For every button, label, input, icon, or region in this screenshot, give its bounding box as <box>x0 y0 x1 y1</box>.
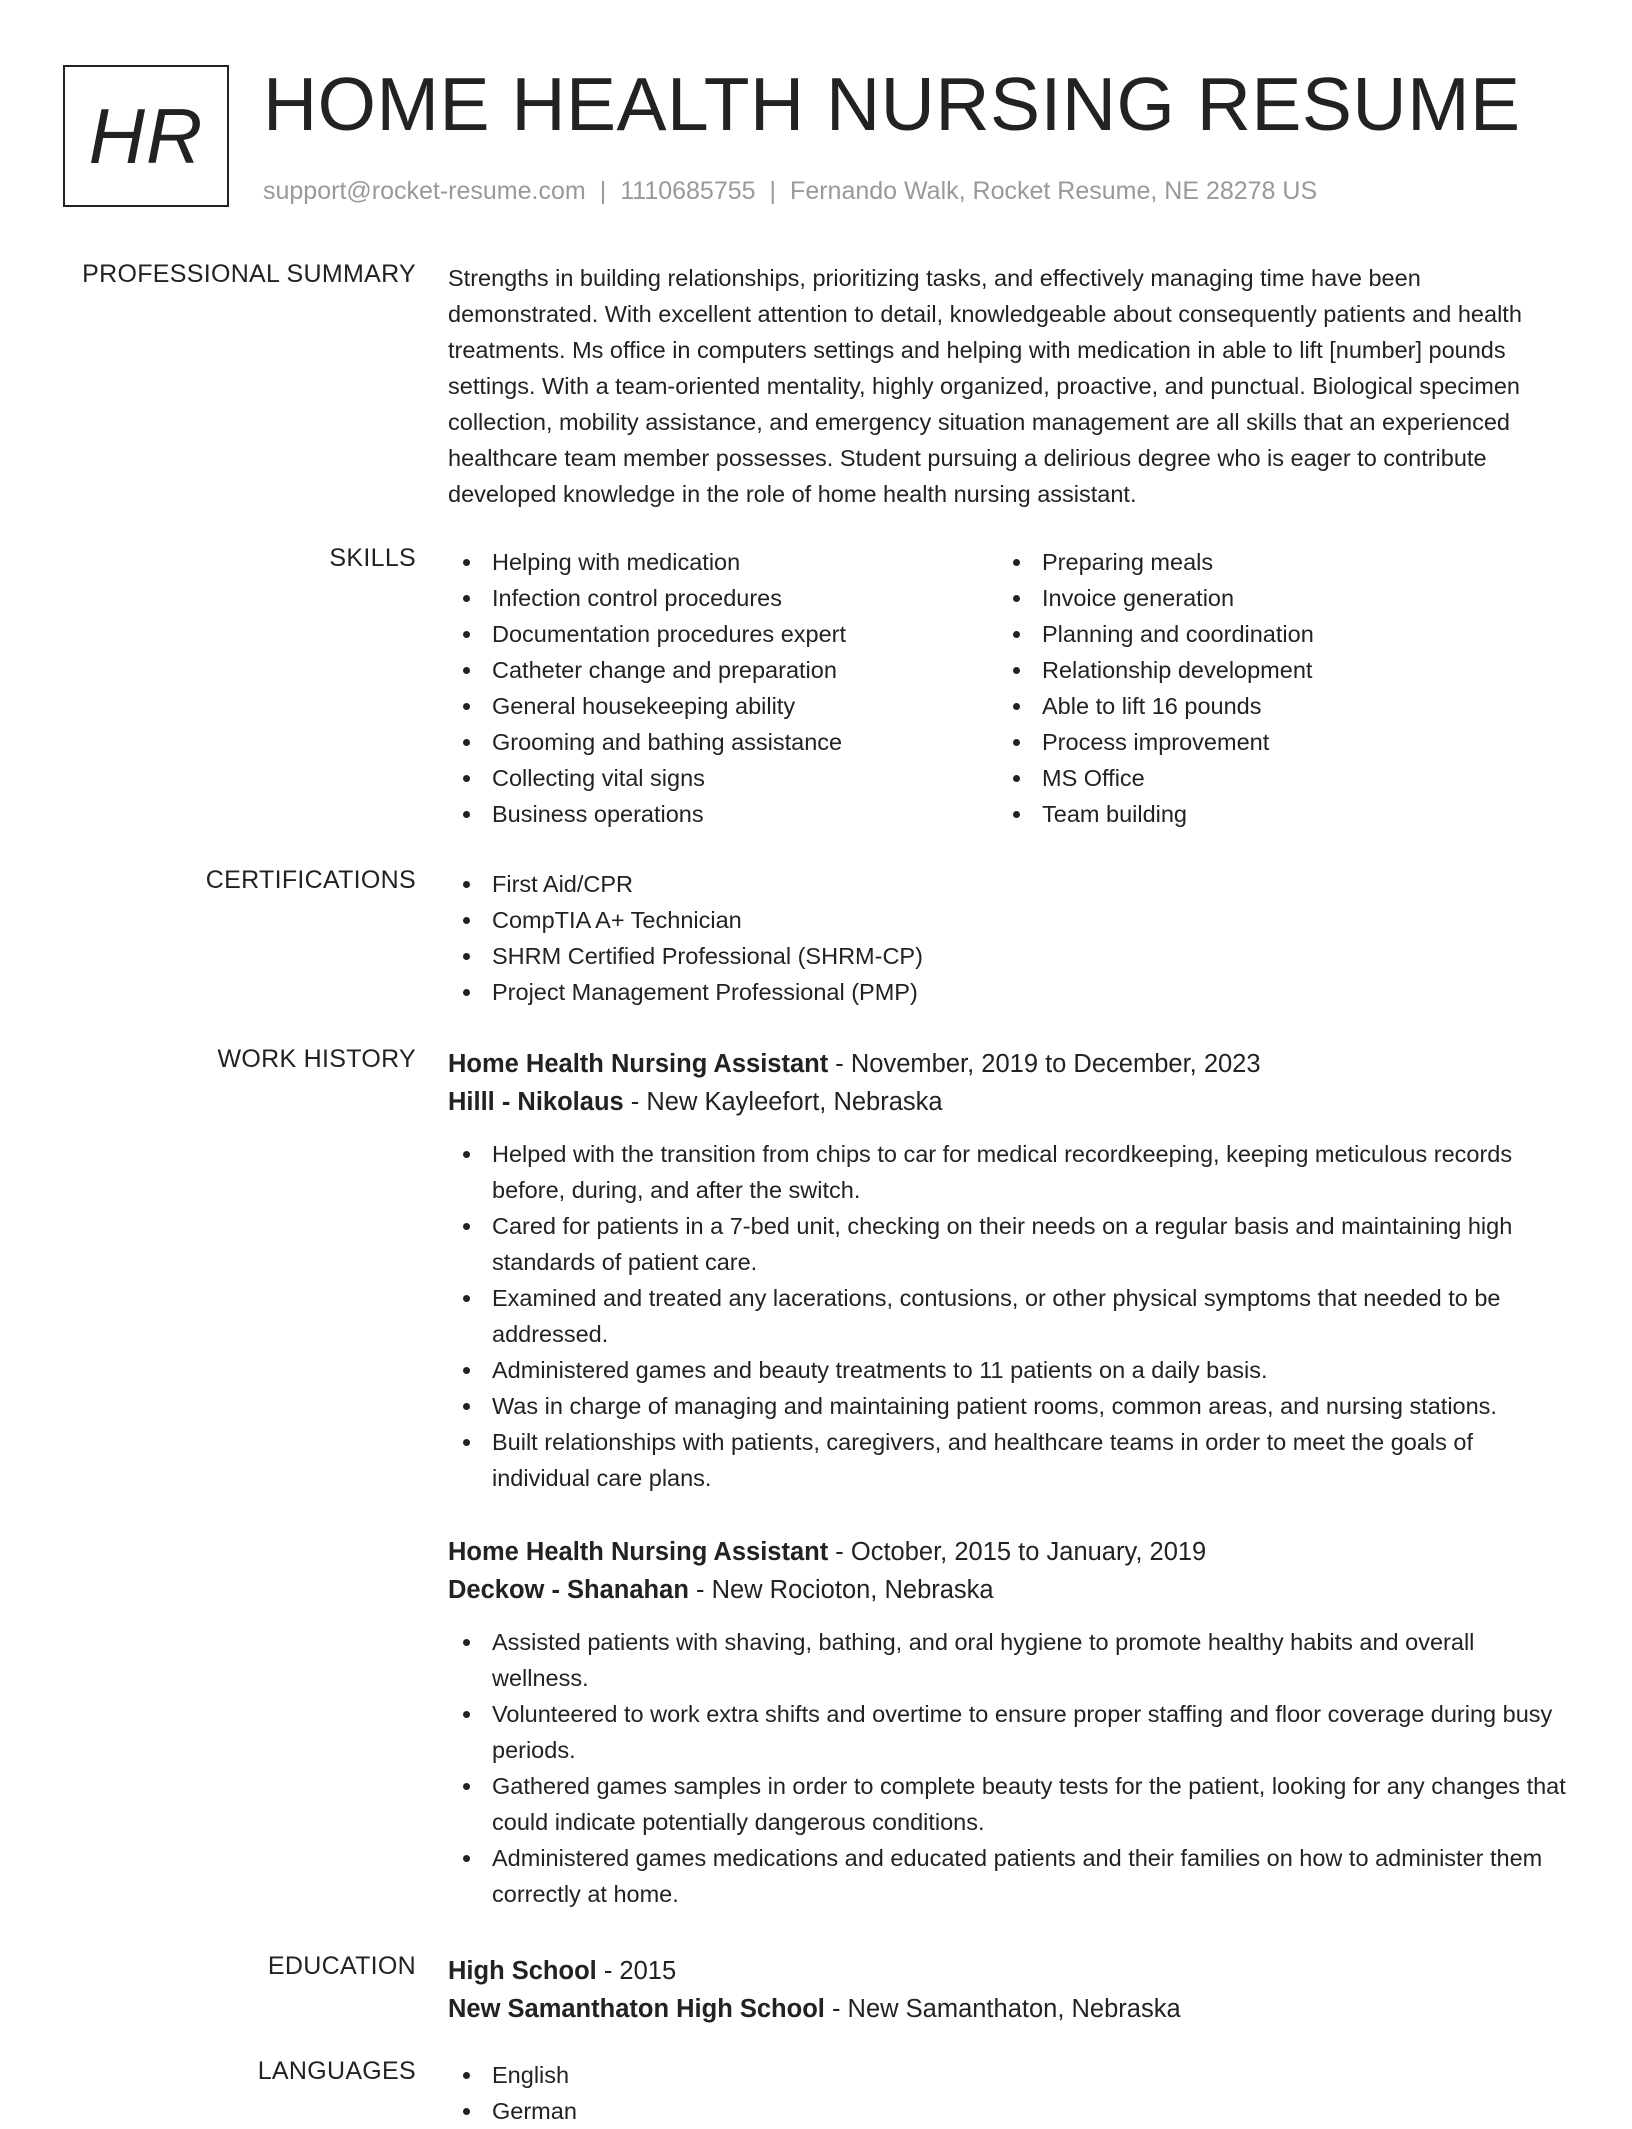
contact-line <box>263 177 1317 206</box>
job-company: Hilll - Nikolaus <box>448 1088 624 1116</box>
section-label-work: WORK HISTORY <box>217 1045 416 1073</box>
skill-item: Catheter change and preparation <box>448 652 998 688</box>
job-bullets <box>448 1624 1568 1912</box>
job-location: - New Kayleefort, Nebraska <box>623 1088 943 1116</box>
languages-list <box>448 2057 1568 2129</box>
skill-item: Infection control procedures <box>448 580 998 616</box>
contact-email: support@rocket-resume.com <box>263 177 586 205</box>
skill-item: Preparing meals <box>998 544 1548 580</box>
skill-item: Helping with medication <box>448 544 998 580</box>
skill-item: Invoice generation <box>998 580 1548 616</box>
skill-item: Documentation procedures expert <box>448 616 998 652</box>
section-label-education: EDUCATION <box>267 1952 416 1980</box>
certifications-list <box>448 866 1568 1010</box>
job-company: Deckow - Shanahan <box>448 1576 689 1604</box>
education-degree: High School <box>448 1957 597 1985</box>
section-label-summary: PROFESSIONAL SUMMARY <box>82 260 416 288</box>
education-year: - 2015 <box>596 1957 677 1985</box>
education-location: - New Samanthaton, Nebraska <box>824 1995 1181 2023</box>
skill-item: General housekeeping ability <box>448 688 998 724</box>
languages-body <box>448 2057 1568 2129</box>
job-title: Home Health Nursing Assistant <box>448 1538 829 1566</box>
job-bullets <box>448 1136 1568 1496</box>
skills-columns <box>448 544 1568 832</box>
skill-item: Process improvement <box>998 724 1548 760</box>
job-title-line <box>448 1045 1568 1083</box>
contact-separator: | <box>599 177 607 205</box>
skill-item: Relationship development <box>998 652 1548 688</box>
language-item: German <box>448 2093 1568 2129</box>
job-location: - New Rocioton, Nebraska <box>688 1576 994 1604</box>
resume-header <box>63 62 1563 210</box>
certification-item: First Aid/CPR <box>448 866 1568 902</box>
education-school-line <box>448 1990 1568 2028</box>
job-entry <box>448 1533 1568 1912</box>
job-title: Home Health Nursing Assistant <box>448 1050 829 1078</box>
job-bullet: Assisted patients with shaving, bathing, and oral hygiene to promote healthy habits and overall wellness. <box>448 1624 1568 1696</box>
education-degree-line <box>448 1952 1568 1990</box>
skill-item: Planning and coordination <box>998 616 1548 652</box>
contact-phone: 1110685755 <box>620 177 756 205</box>
job-company-line <box>448 1083 1568 1121</box>
certifications-body <box>448 866 1568 1010</box>
section-label-certifications: CERTIFICATIONS <box>205 866 416 894</box>
job-bullet: Examined and treated any lacerations, contusions, or other physical symptoms that needed to be addressed. <box>448 1280 1568 1352</box>
job-entry <box>448 1045 1568 1496</box>
job-title-line <box>448 1533 1568 1571</box>
certification-item: SHRM Certified Professional (SHRM-CP) <box>448 938 1568 974</box>
skills-list-right <box>998 544 1548 832</box>
language-item: English <box>448 2057 1568 2093</box>
skill-item: MS Office <box>998 760 1548 796</box>
skill-item: Business operations <box>448 796 998 832</box>
job-bullet: Volunteered to work extra shifts and overtime to ensure proper staffing and floor coverage during busy periods. <box>448 1696 1568 1768</box>
job-company-line <box>448 1571 1568 1609</box>
job-dates: - November, 2019 to December, 2023 <box>828 1050 1261 1078</box>
job-bullet: Gathered games samples in order to complete beauty tests for the patient, looking for any changes that could indicate potentially dangerous conditions. <box>448 1768 1568 1840</box>
job-dates: - October, 2015 to January, 2019 <box>828 1538 1207 1566</box>
monogram-logo: HR <box>63 65 229 207</box>
section-label-languages: LANGUAGES <box>257 2057 416 2085</box>
job-bullet: Was in charge of managing and maintaining patient rooms, common areas, and nursing stations. <box>448 1388 1568 1424</box>
education-school: New Samanthaton High School <box>448 1995 825 2023</box>
job-bullet: Administered games and beauty treatments to 11 patients on a daily basis. <box>448 1352 1568 1388</box>
skill-item: Grooming and bathing assistance <box>448 724 998 760</box>
skill-item: Collecting vital signs <box>448 760 998 796</box>
summary-text: Strengths in building relationships, prioritizing tasks, and effectively managing time have been demonstrated. With excellent attention to detail, knowledgeable about consequently patients and health treatments. Ms office in computers settings and helping with medication in able to lift [number] pounds settings. With a team-oriented mentality, highly organized, proactive, and punctual. Biological specimen collection, mobility assistance, and emergency situation management are all skills that an experienced healthcare team member possesses. Student pursuing a delirious degree who is eager to contribute developed knowledge in the role of home health nursing assistant. <box>448 265 1522 507</box>
education-entry <box>448 1952 1568 2028</box>
contact-address: Fernando Walk, Rocket Resume, NE 28278 US <box>790 177 1318 205</box>
job-bullet: Cared for patients in a 7-bed unit, checking on their needs on a regular basis and maintaining high standards of patient care. <box>448 1208 1568 1280</box>
skill-item: Team building <box>998 796 1548 832</box>
section-label-skills: SKILLS <box>329 544 416 572</box>
skills-list-left <box>448 544 998 832</box>
certification-item: CompTIA A+ Technician <box>448 902 1568 938</box>
job-bullet: Helped with the transition from chips to car for medical recordkeeping, keeping meticulous records before, during, and after the switch. <box>448 1136 1568 1208</box>
resume-title: HOME HEALTH NURSING RESUME <box>263 62 1521 146</box>
certification-item: Project Management Professional (PMP) <box>448 974 1568 1010</box>
job-bullet: Built relationships with patients, caregivers, and healthcare teams in order to meet the goals of individual care plans. <box>448 1424 1568 1496</box>
contact-separator: | <box>769 177 777 205</box>
job-bullet: Administered games medications and educated patients and their families on how to administer them correctly at home. <box>448 1840 1568 1912</box>
skill-item: Able to lift 16 pounds <box>998 688 1548 724</box>
